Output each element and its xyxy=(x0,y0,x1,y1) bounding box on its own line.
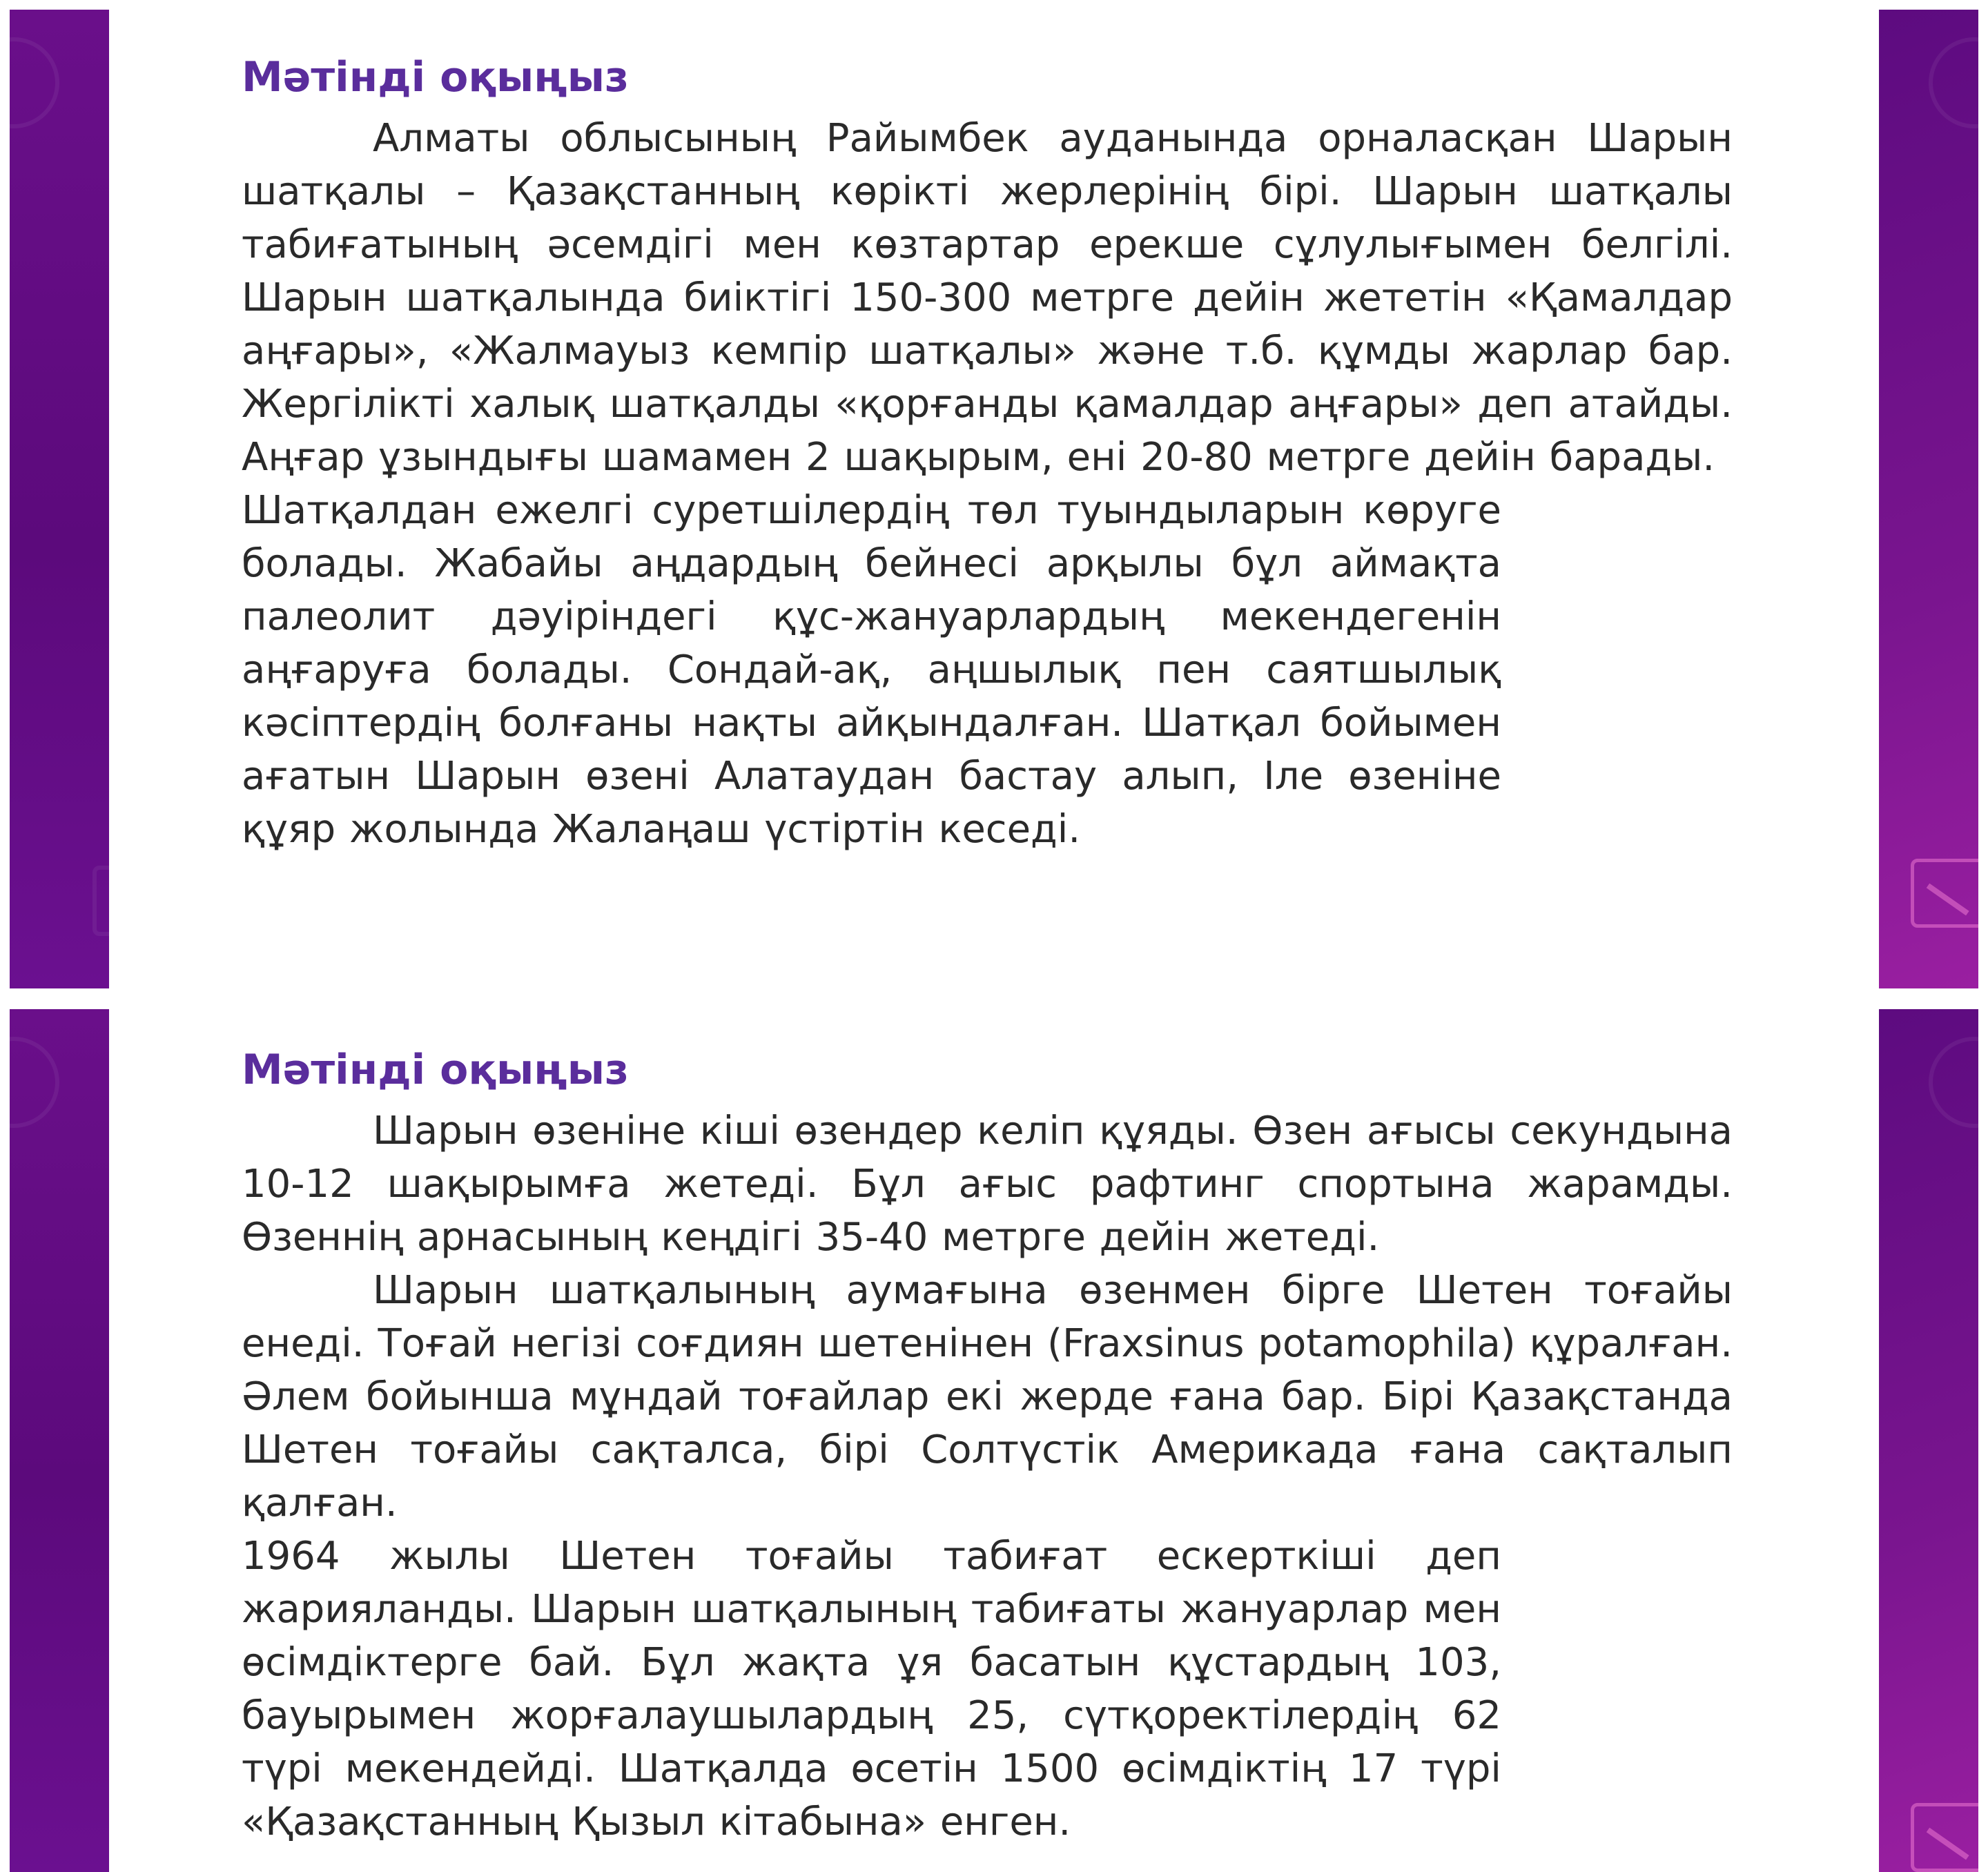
decorative-circle-icon xyxy=(1929,1037,1978,1128)
slide-right-border xyxy=(1879,10,1978,988)
paragraph-text-wide: Шарын шатқалының аумағына өзенмен бірге Шетен тоғайы енеді. Тоғай негізі соғдиян шетенінен (Fraxsinus potamophila) құралған. Әлем бойынша мұндай тоғайлар екі жерде ғана бар. Бірі Қазақстанда Шетен тоғайы сақталса, бірі Солтүстік Америкада ғана сақталып қалған. xyxy=(242,1268,1733,1525)
logo-badge-icon xyxy=(1911,859,1978,928)
paragraph-continuation-wrapper xyxy=(242,484,1501,856)
paragraph-text-narrow: 1964 жылы Шетен тоғайы табиғат ескерткіші деп жарияланды. Шарын шатқалының табиғаты жануарлар мен өсімдіктерге бай. Бұл жақта ұя басатын құстардың 103, бауырымен жорғалаушылардың 25, сүтқоректілердің 62 түрі мекендейді. Шатқалда өсетін 1500 өсімдіктің 17 түрі «Қазақстанның Қызыл кітабына» енген. xyxy=(242,1534,1501,1844)
slide-left-border xyxy=(10,10,109,988)
slide-content xyxy=(242,1042,1733,1849)
decorative-circle-icon xyxy=(10,37,59,128)
slide-title: Мәтінді оқыңыз xyxy=(242,1046,629,1094)
paragraph-text-narrow: Шатқалдан ежелгі суретшілердің төл туындыларын көруге болады. Жабайы аңдардың бейнесі арқылы бұл аймақта палеолит дәуіріндегі құс-жануарлардың мекендегенін аңғаруға болады. Сондай-ақ, аңшылық пен саятшылық кәсіптердің болғаны нақты айқындалған. Шатқал бойымен ағатын Шарын өзені Алатаудан бастау алып, Іле өзеніне құяр жолында Жалаңаш үстіртін кеседі. xyxy=(242,488,1501,852)
logo-badge-stroke xyxy=(1927,884,1969,916)
slide-title: Мәтінді оқыңыз xyxy=(242,53,629,101)
logo-badge-stroke xyxy=(1927,1828,1969,1860)
paragraph xyxy=(242,112,1733,484)
decorative-square-icon xyxy=(92,866,109,936)
slide-2 xyxy=(0,1000,1988,1872)
slide-left-border xyxy=(10,1009,109,1872)
logo-badge-icon xyxy=(1911,1803,1978,1872)
paragraph-continuation xyxy=(242,484,1501,856)
paragraph-continuation-wrapper xyxy=(242,1530,1501,1849)
paragraph-text-wide: Алматы облысының Райымбек ауданында орналасқан Шарын шатқалы – Қазақстанның көрікті жерлерінің бірі. Шарын шатқалы табиғатының әсемдігі мен көзтартар ерекше сұлулығымен белгілі. Шарын шатқалында биіктігі 150-300 метрге дейін жететін «Қамалдар аңғары», «Жалмауыз кемпір шатқалы» және т.б. құмды жарлар бар. Жергілікті халық шатқалды «қорғанды қамалдар аңғары» деп атайды. Аңғар ұзындығы шамамен 2 шақырым, ені 20-80 метрге дейін барады. xyxy=(242,116,1733,480)
slide-content xyxy=(242,50,1733,856)
paragraph xyxy=(242,1264,1733,1530)
decorative-circle-icon xyxy=(10,1037,59,1128)
paragraph-text-wide: Шарын өзеніне кіші өзендер келіп құяды. Өзен ағысы секундына 10-12 шақырымға жетеді. Бұл ағыс рафтинг спортына жарамды. Өзеннің арнасының кеңдігі 35-40 метрге дейін жетеді. xyxy=(242,1109,1733,1260)
paragraph xyxy=(242,1104,1733,1264)
paragraph-continuation xyxy=(242,1530,1501,1849)
slide-right-border xyxy=(1879,1009,1978,1872)
decorative-circle-icon xyxy=(1929,37,1978,128)
